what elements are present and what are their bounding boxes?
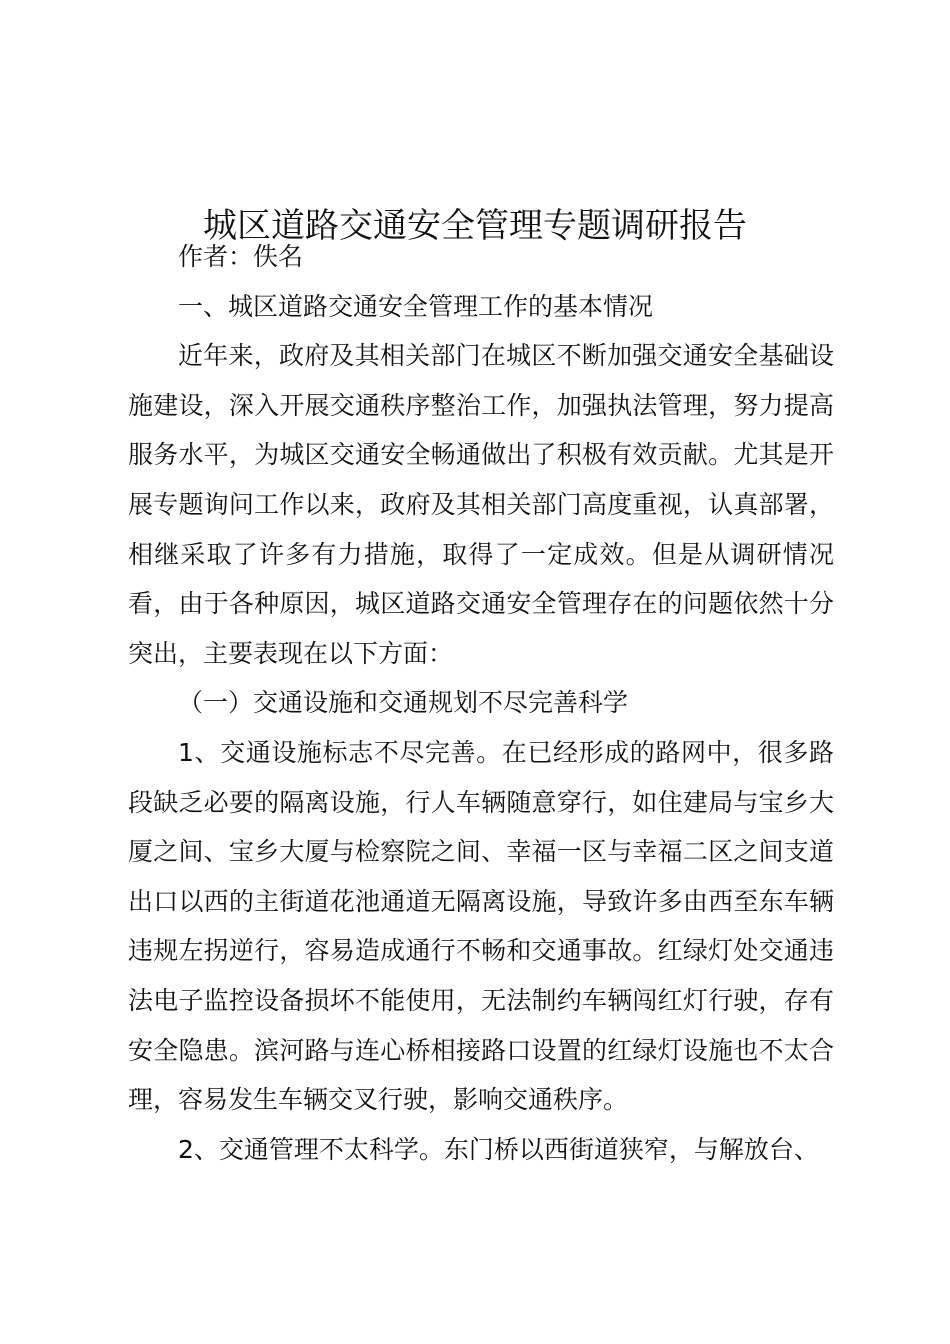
document-title: 城区道路交通安全管理专题调研报告	[203, 205, 747, 246]
body-paragraph: 2、交通管理不太科学。东门桥以西街道狭窄，与解放台、	[178, 1134, 819, 1164]
subsection-heading: （一）交通设施和交通规划不尽完善科学	[178, 688, 629, 718]
body-paragraph: 近年来，政府及其相关部门在城区不断加强交通安全基础设施建设，深入开展交通秩序整治工作，加强执法管理，努力提高服务水平，为城区交通安全畅通做出了积极有效贡献。尤其是开展专题询问工作以来，政府及其相关部门高度重视，认真部署，相继采取了许多有力措施，取得了一定成效。但是从调研情况看，由于各种原因，城区道路交通安全管理存在的问题依然十分突出，主要表现在以下方面：	[128, 341, 834, 668]
section-heading: 一、城区道路交通安全管理工作的基本情况	[178, 291, 654, 321]
body-paragraph: 1、交通设施标志不尽完善。在已经形成的路网中，很多路段缺乏必要的隔离设施，行人车辆随意穿行，如住建局与宝乡大厦之间、宝乡大厦与检察院之间、幸福一区与幸福二区之间支道出口以西的主街道花池通道无隔离设施，导致许多由西至东车辆违规左拐逆行，容易造成通行不畅和交通事故。红绿灯处交通违法电子监控设备损坏不能使用，无法制约车辆闯红灯行驶，存有安全隐患。滨河路与连心桥相接路口设置的红绿灯设施也不太合理，容易发生车辆交叉行驶，影响交通秩序。	[128, 737, 834, 1115]
author-line: 作者：佚名	[178, 242, 304, 271]
document-body	[128, 232, 834, 1174]
